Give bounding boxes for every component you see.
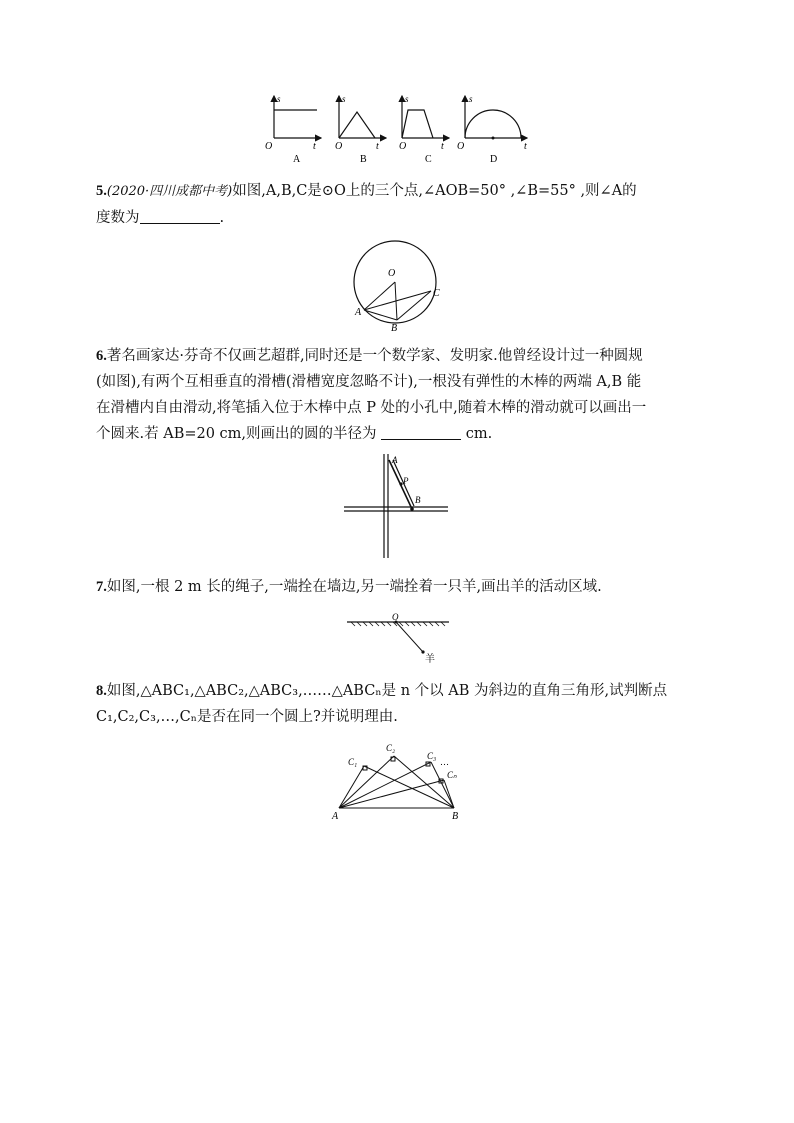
- q5-period: .: [219, 210, 225, 226]
- q7-wall-figure: [345, 612, 455, 664]
- q5-label-a: A: [355, 307, 362, 318]
- graph-b-s: s: [342, 94, 346, 104]
- q5-answer-blank[interactable]: [140, 207, 220, 224]
- graph-d-s: s: [469, 94, 473, 104]
- q7-label-o: O: [392, 612, 399, 622]
- graph-c-t: t: [441, 141, 444, 152]
- q8-line1: 如图,△ABC₁,△ABC₂,△ABC₃,……△ABCₙ是 n 个以 AB 为斜边的直角三角形,试判断点: [106, 683, 668, 699]
- q6-number: 6.: [96, 348, 107, 364]
- graph-a-t: t: [313, 141, 316, 152]
- q8-label-a: A: [332, 811, 339, 822]
- graph-c-label: C: [425, 154, 432, 165]
- q6-line3: 在滑槽内自由滑动,将笔插入位于木棒中点 P 处的小孔中,随着木棒的滑动就可以画出一: [96, 400, 647, 416]
- q6-label-a: A: [392, 455, 398, 465]
- q8-label-c3: C₃: [427, 751, 437, 761]
- q8-number: 8.: [96, 683, 107, 699]
- graph-a-s: s: [277, 94, 281, 104]
- graph-c-s: s: [405, 94, 409, 104]
- q8-label-b: B: [452, 811, 459, 822]
- q5-label-b: B: [391, 323, 398, 334]
- q6-line1: 著名画家达·芬奇不仅画艺超群,同时还是一个数学家、发明家.他曾经设计过一种圆规: [106, 348, 643, 364]
- graph-b: [339, 96, 386, 138]
- q5-label-c: C: [433, 288, 440, 299]
- q7-number: 7.: [96, 579, 107, 595]
- graph-d: [465, 96, 527, 138]
- graph-d-label: D: [490, 154, 498, 165]
- graph-b-t: t: [376, 141, 379, 152]
- q6-label-b: B: [415, 495, 421, 505]
- graph-d-origin: O: [457, 141, 465, 152]
- graph-a: [274, 96, 321, 138]
- q5-circle-figure: [345, 238, 455, 334]
- q5-number: 5.: [96, 183, 107, 199]
- graph-a-label: A: [293, 154, 301, 165]
- distance-time-graphs: [255, 92, 545, 166]
- q6-unit: cm.: [465, 426, 493, 442]
- graph-b-origin: O: [335, 141, 343, 152]
- q5-source: (2020·四川成都中考): [106, 184, 233, 199]
- q7-line1: 如图,一根 2 m 长的绳子,一端拴在墙边,另一端拴着一只羊,画出羊的活动区域.: [106, 579, 602, 595]
- q5-label-o: O: [388, 268, 396, 279]
- graph-c: [402, 96, 449, 138]
- q8-label-c1: C₁: [348, 757, 358, 767]
- q5-line1: 如图,A,B,C是⊙O上的三个点,∠AOB=50° ,∠B=55° ,则∠A的: [232, 183, 637, 199]
- graph-a-origin: O: [265, 141, 273, 152]
- q8-label-c2: C₂: [386, 743, 396, 753]
- question-6: [96, 343, 706, 447]
- q6-label-p: P: [403, 476, 409, 486]
- question-7: [96, 574, 706, 600]
- graph-c-origin: O: [399, 141, 407, 152]
- question-5: [96, 178, 706, 231]
- graph-d-t: t: [524, 141, 527, 152]
- q7-label-sheep: 羊: [425, 654, 435, 664]
- question-8: [96, 678, 706, 730]
- q6-compass-figure: [342, 452, 450, 560]
- q8-label-cn: Cₙ: [447, 770, 457, 780]
- q8-line2: C₁,C₂,C₃,…,Cₙ是否在同一个圆上?并说明理由.: [96, 709, 398, 725]
- q6-line4: 个圆来.若 AB=20 cm,则画出的圆的半径为: [96, 426, 377, 442]
- q6-line2: (如图),有两个互相垂直的滑槽(滑槽宽度忽略不计),一根没有弹性的木棒的两端 A,B 能: [96, 374, 642, 390]
- q8-label-dots: …: [440, 757, 449, 767]
- q6-answer-blank[interactable]: [381, 423, 461, 440]
- graph-b-label: B: [360, 154, 367, 165]
- q8-triangles-figure: [328, 738, 468, 822]
- q5-line2: 度数为: [96, 210, 140, 226]
